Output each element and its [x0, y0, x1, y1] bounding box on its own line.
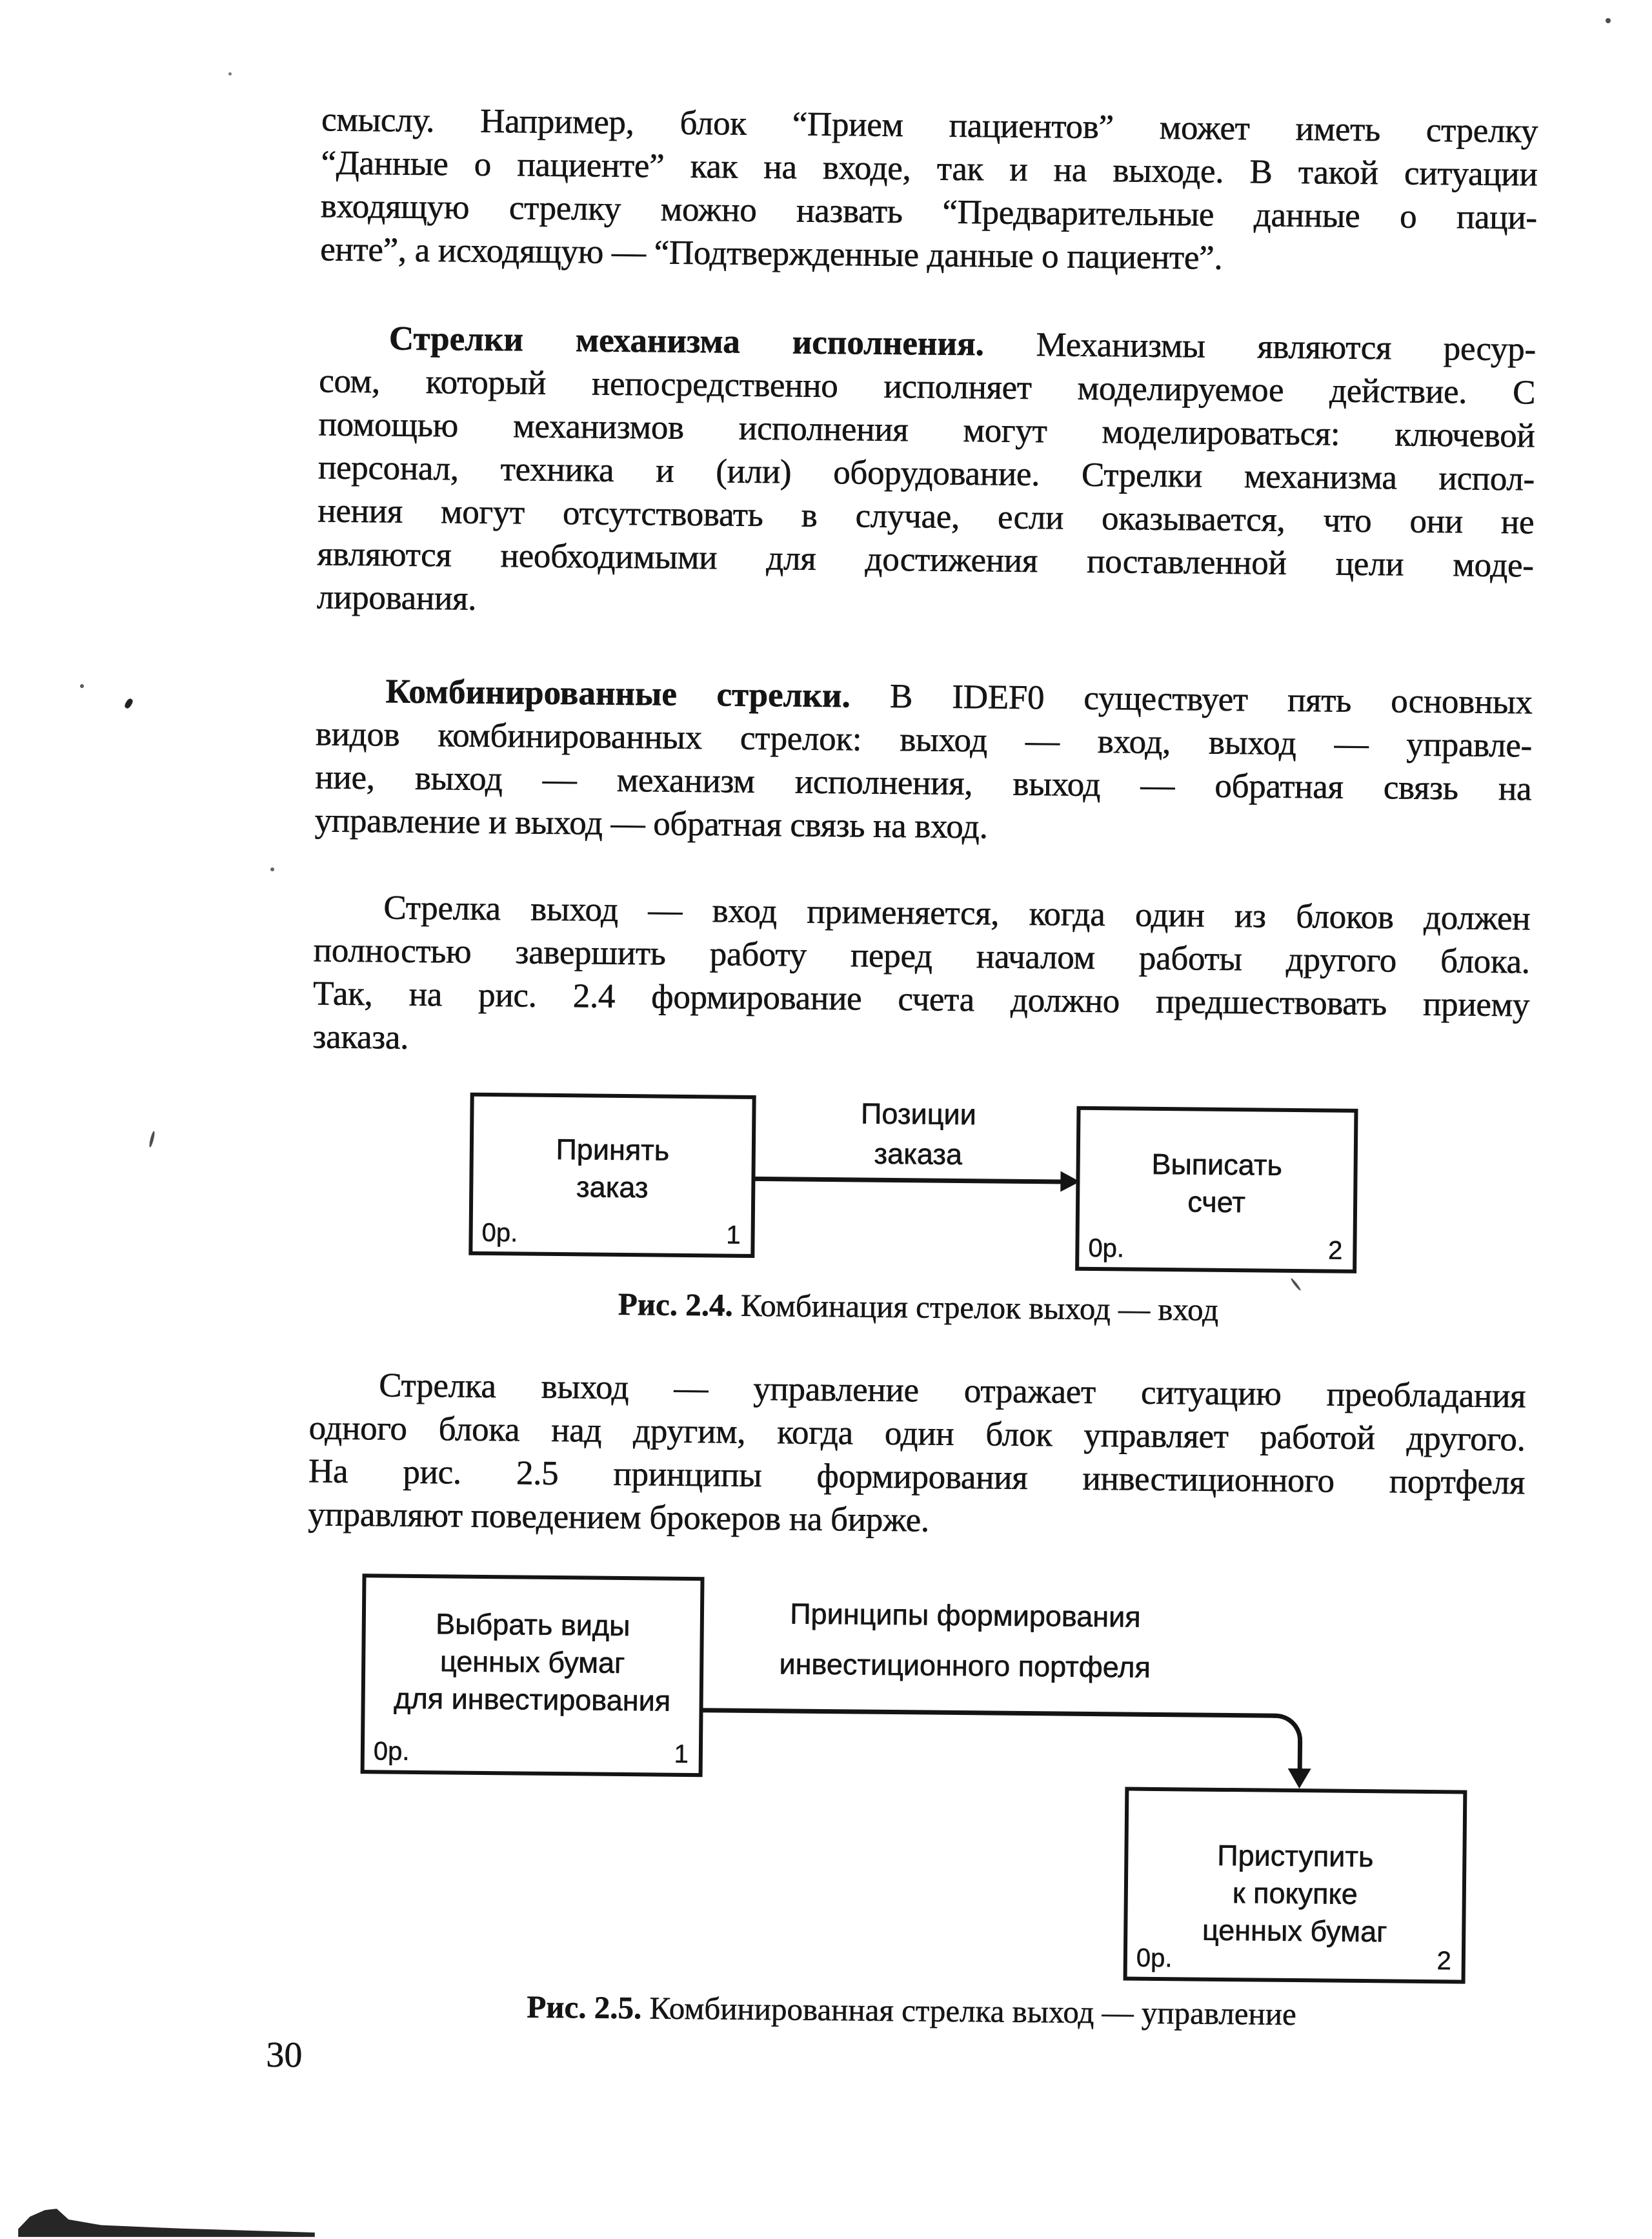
caption-prefix: Рис. 2.4.: [618, 1286, 734, 1323]
text-line: помощью механизмов исполнения могут моделироваться: ключевой: [318, 405, 1535, 455]
text-line: Стрелка выход — вход применяется, когда один из блоков должен: [383, 889, 1531, 938]
paragraph-combined-arrows: [314, 669, 1532, 854]
text-line: смыслу. Например, блок “Прием пациентов” может иметь стрелку: [321, 101, 1538, 150]
text-line: персонал, техника и (или) оборудование. Стрелки механизма испол-: [317, 449, 1535, 498]
arrow-corner: [1273, 1714, 1302, 1743]
idef0-box-select-securities: [361, 1574, 705, 1777]
text-line: лирования.: [316, 578, 477, 618]
box-cost: 0р.: [1088, 1233, 1125, 1263]
box-footer: [481, 1219, 740, 1250]
text-line: управление и выход — обратная связь на вход.: [314, 802, 988, 846]
box-footer: [1088, 1234, 1342, 1266]
text-line: сом, который непосредственно исполняет моделируемое действие. С: [319, 362, 1536, 412]
box-footer: [1136, 1944, 1451, 1976]
scan-speck: [270, 867, 274, 871]
box-number: 2: [1327, 1236, 1343, 1265]
figure-2-5-caption: [303, 1986, 1520, 2034]
caption-text: Комбинированная стрелка выход — управление: [641, 1990, 1297, 2032]
idef0-box-accept-order: [468, 1093, 756, 1258]
paragraph-mechanism-arrows: [317, 316, 1536, 631]
box-cost: 0р.: [1136, 1943, 1173, 1973]
arrow-label-order-items: Позиции заказа: [860, 1097, 977, 1171]
arrowhead-down-icon: [1287, 1768, 1311, 1788]
box-number: 2: [1436, 1947, 1452, 1976]
scan-speck: [1606, 18, 1611, 23]
text-line: енте”, а исходящую — “Подтвержденные данные о пациенте”.: [319, 230, 1223, 277]
paragraph-output-control: [308, 1363, 1526, 1548]
text-line: ние, выход — механизм исполнения, выход — обратная связь на: [315, 758, 1532, 808]
text-line: полностью завершить работу перед началом работы другого блока.: [313, 931, 1531, 981]
text-line: входящую стрелку можно назвать “Предварительные данные о паци-: [320, 187, 1538, 237]
text-line: заказа.: [312, 1018, 409, 1057]
box-cost: 0р.: [481, 1218, 518, 1248]
box-title: Выбрать виды ценных бумаг для инвестирования: [393, 1607, 671, 1717]
box-title: Принять заказ: [556, 1132, 670, 1204]
text-line: “Данные о пациенте” как на входе, так и на выходе. В такой ситуации: [321, 144, 1538, 194]
text-line: Стрелки механизма исполнения. Механизмы являются ресур-: [388, 319, 1536, 369]
box-cost: 0р.: [373, 1737, 410, 1766]
text-line: видов комбинированных стрелок: выход — вход, выход — управле-: [315, 715, 1533, 765]
caption-prefix: Рис. 2.5.: [527, 1989, 642, 2026]
paragraph-continuation: [320, 98, 1538, 283]
box-number: 1: [726, 1221, 741, 1250]
text-line: Так, на рис. 2.4 формирование счета должно предшествовать приему: [312, 975, 1530, 1024]
scan-speck: [80, 684, 84, 688]
page-number: 30: [266, 2034, 303, 2076]
output-input-arrow-line: [753, 1177, 1063, 1184]
idef0-box-issue-invoice: [1075, 1106, 1358, 1273]
text-line: Комбинированные стрелки. В IDEF0 существует пять основных: [385, 673, 1533, 722]
box-title: Приступить к покупке ценных бумаг: [1202, 1838, 1387, 1949]
text-line: управляют поведением брокеров на бирже.: [308, 1495, 930, 1539]
text-line: являются необходимыми для достижения поставленной цели моде-: [317, 535, 1534, 585]
box-number: 1: [674, 1739, 689, 1769]
arrow-label-portfolio-principles: Принципы формирования инвестиционного портфеля: [779, 1597, 1151, 1684]
idef0-box-start-purchase: [1123, 1787, 1467, 1984]
paragraph-output-input: [312, 886, 1530, 1070]
figure-2-4-caption: [310, 1282, 1526, 1331]
text-line: На рис. 2.5 принципы формирования инвестиционного портфеля: [308, 1452, 1526, 1502]
text-line: нения могут отсутствовать в случае, если оказывается, что они не: [317, 492, 1535, 542]
text-line: Стрелка выход — управление отражает ситуацию преобладания: [379, 1366, 1526, 1415]
output-control-arrow-line: [702, 1708, 1276, 1718]
scan-speck: [228, 72, 232, 76]
box-footer: [374, 1737, 689, 1769]
arrow-vertical-line: [1298, 1741, 1302, 1770]
text-line: одного блока над другим, когда один блок управляет работой другого.: [308, 1409, 1526, 1459]
box-title: Выписать счет: [1151, 1147, 1283, 1219]
caption-text: Комбинация стрелок выход — вход: [732, 1287, 1219, 1328]
